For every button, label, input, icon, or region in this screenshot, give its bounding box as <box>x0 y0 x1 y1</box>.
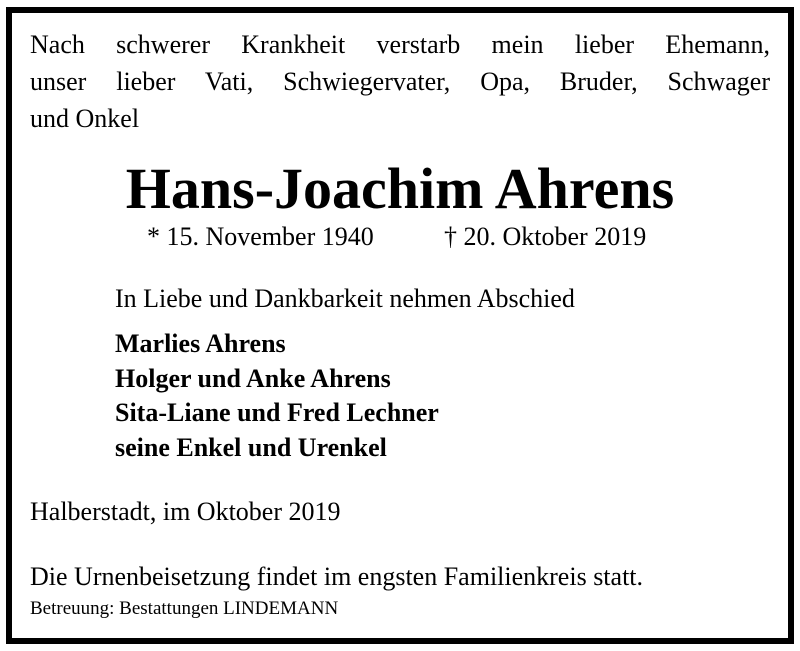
mourner-name: Marlies Ahrens <box>115 329 286 358</box>
intro-line: Nach schwerer Krankheit verstarb mein lieber Ehemann, <box>30 30 770 59</box>
intro-line: unser lieber Vati, Schwiegervater, Opa, Bruder, Schwager <box>30 67 770 96</box>
farewell-text: In Liebe und Dankbarkeit nehmen Abschied <box>115 284 575 313</box>
mourner-name: Holger und Anke Ahrens <box>115 363 391 393</box>
deceased-name: Hans-Joachim Ahrens <box>125 156 675 221</box>
birth-date: * 15. November 1940 <box>147 222 374 251</box>
intro-line: und Onkel <box>30 104 140 133</box>
mourner-name: seine Enkel und Urenkel <box>115 432 387 462</box>
mourner-name: Sita-Liane und Fred Lechner <box>115 398 439 427</box>
mourners-list <box>115 327 439 465</box>
burial-note: Die Urnenbeisetzung findet im engsten Familienkreis statt. <box>30 562 644 591</box>
intro-text <box>30 26 770 137</box>
place-date: Halberstadt, im Oktober 2019 <box>30 497 341 526</box>
funeral-home-note: Betreuung: Bestattungen LINDEMANN <box>30 598 339 619</box>
death-date: † 20. Oktober 2019 <box>444 222 647 251</box>
